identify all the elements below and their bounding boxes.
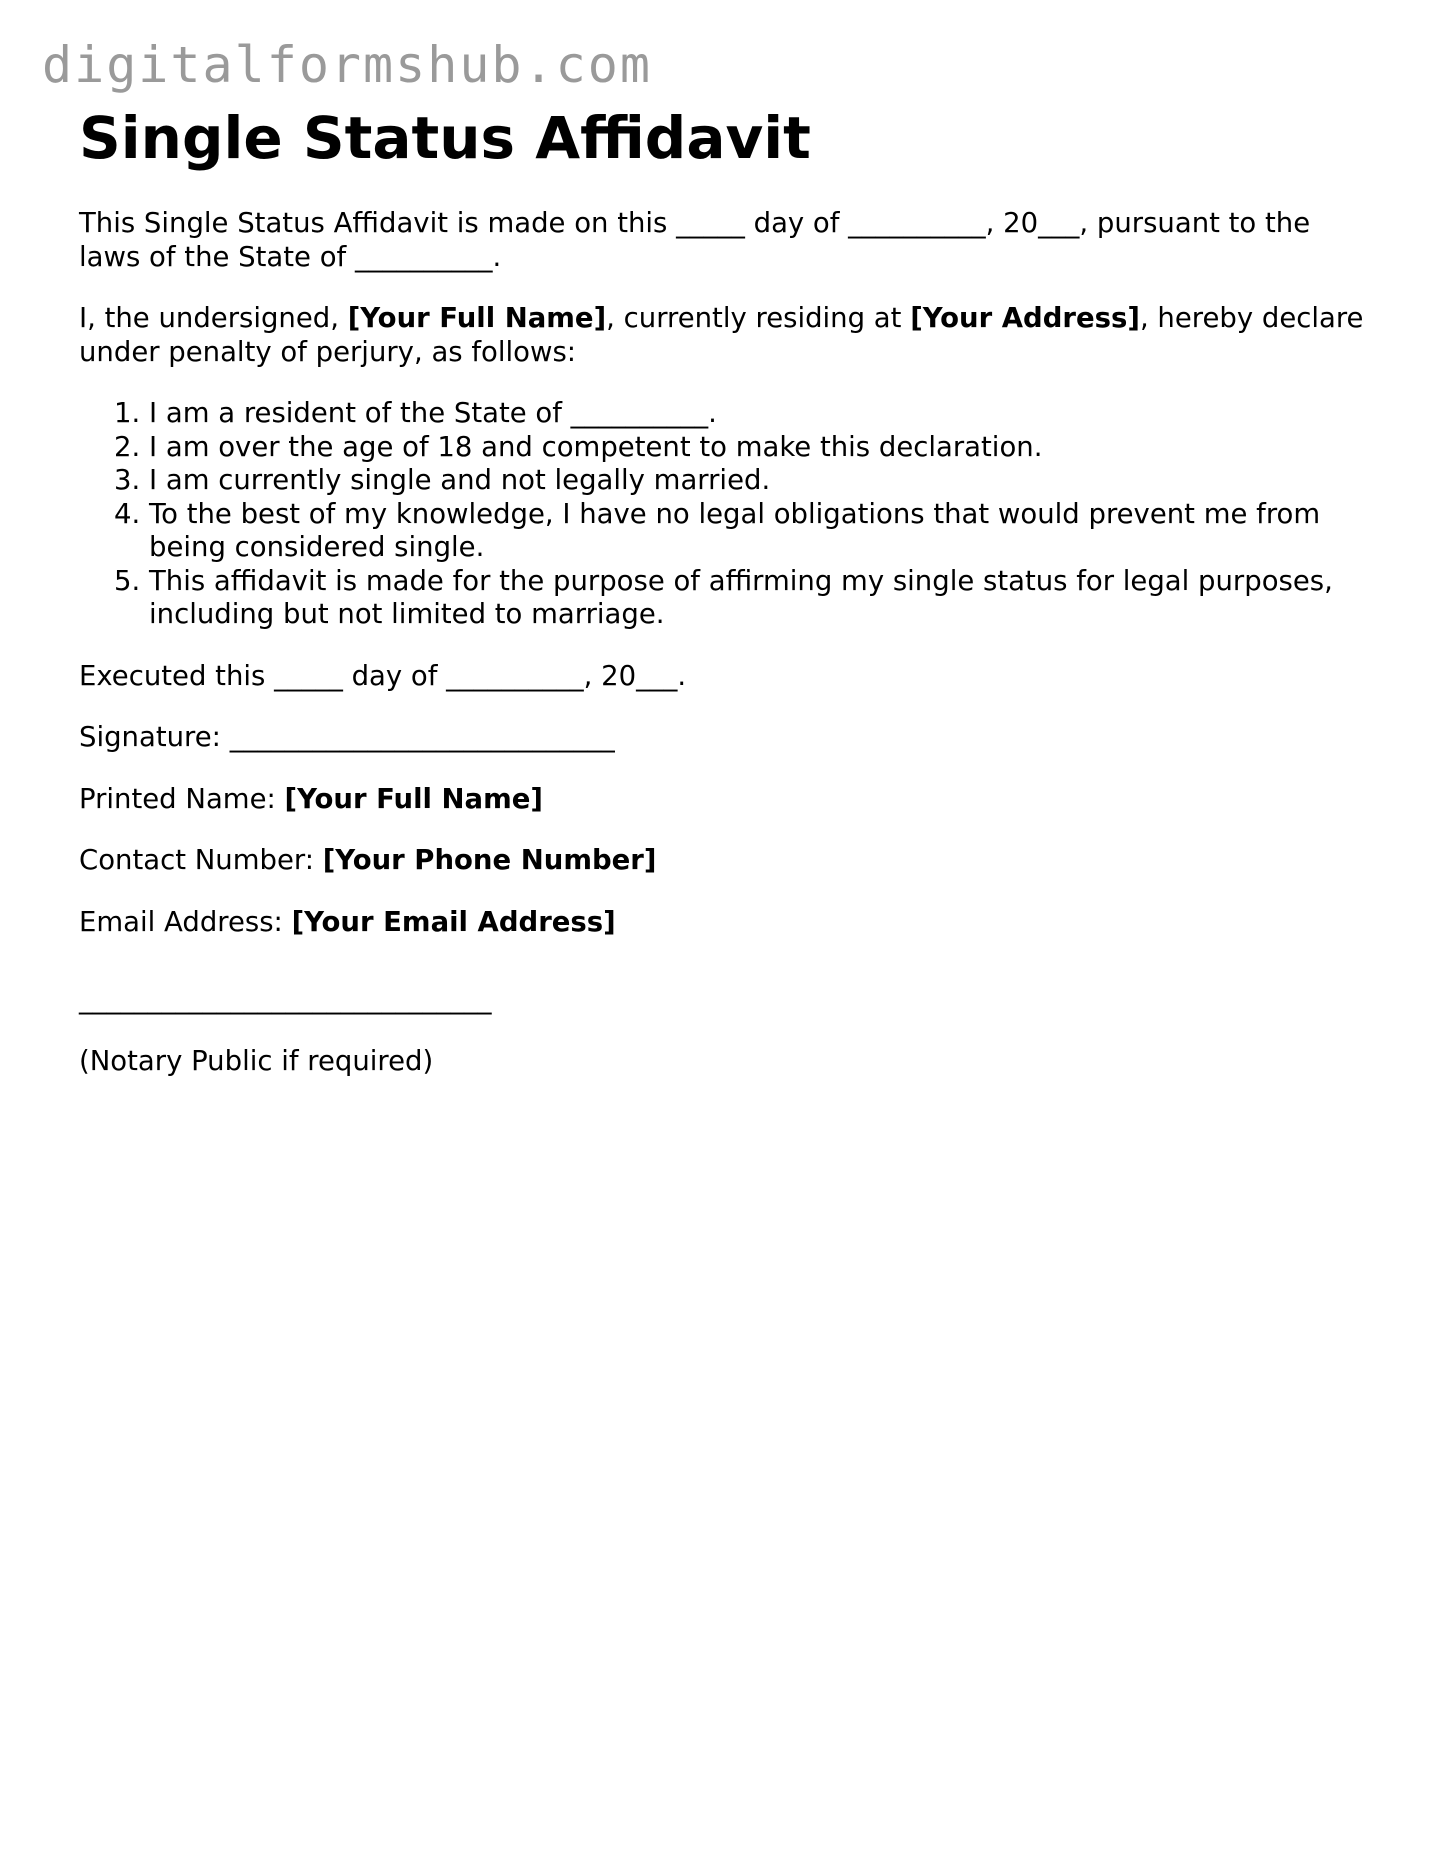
address-placeholder: [Your Address] — [910, 302, 1140, 334]
printed-name-value: [Your Full Name] — [284, 782, 543, 815]
statement-item: 4. To the best of my knowledge, I have no legal obligations that would prevent me from being considered single. — [149, 498, 1379, 565]
executed-line: Executed this _____ day of __________, 20___. — [79, 659, 687, 692]
document-body — [79, 207, 1379, 1078]
intro-paragraph: This Single Status Affidavit is made on this _____ day of __________, 20___, pursuant to the laws of the State of __________. — [79, 207, 1311, 273]
email-address-label: Email Address: — [79, 905, 292, 938]
statements-list — [79, 397, 1379, 632]
affidavit-document — [79, 104, 1379, 1078]
contact-number-row — [79, 844, 1379, 878]
document-title: Single Status Affidavit — [79, 104, 811, 172]
contact-number-value: [Your Phone Number] — [322, 844, 657, 876]
email-address-value: [Your Email Address] — [291, 905, 616, 938]
statement-item: 3. I am currently single and not legally married. — [149, 464, 1379, 498]
declaration-part-3: , hereby declare under penalty of perjury, as follows: — [79, 302, 1364, 368]
declaration-paragraph — [79, 302, 1379, 369]
declaration-part-2: , currently residing at — [606, 302, 911, 334]
declaration-part-1: I, the undersigned, — [79, 302, 348, 334]
signature-label: Signature: — [79, 721, 230, 753]
notary-signature-blank: ______________________________ — [79, 983, 492, 1015]
statement-item: 5. This affidavit is made for the purpose of affirming my single status for legal purposes, including but not limited to marriage. — [149, 565, 1379, 632]
printed-name-row — [79, 783, 1379, 817]
site-watermark: digitalformshub.com — [42, 36, 652, 94]
full-name-placeholder: [Your Full Name] — [347, 302, 607, 334]
notary-caption: (Notary Public if required) — [79, 1044, 434, 1077]
signature-row — [79, 721, 1379, 755]
statement-item: 1. I am a resident of the State of __________. — [149, 397, 1379, 431]
contact-number-label: Contact Number: — [79, 844, 323, 876]
statement-item: 2. I am over the age of 18 and competent to make this declaration. — [149, 431, 1379, 465]
printed-name-label: Printed Name: — [79, 782, 285, 815]
email-address-row — [79, 906, 1379, 940]
signature-blank: ____________________________ — [229, 721, 615, 753]
